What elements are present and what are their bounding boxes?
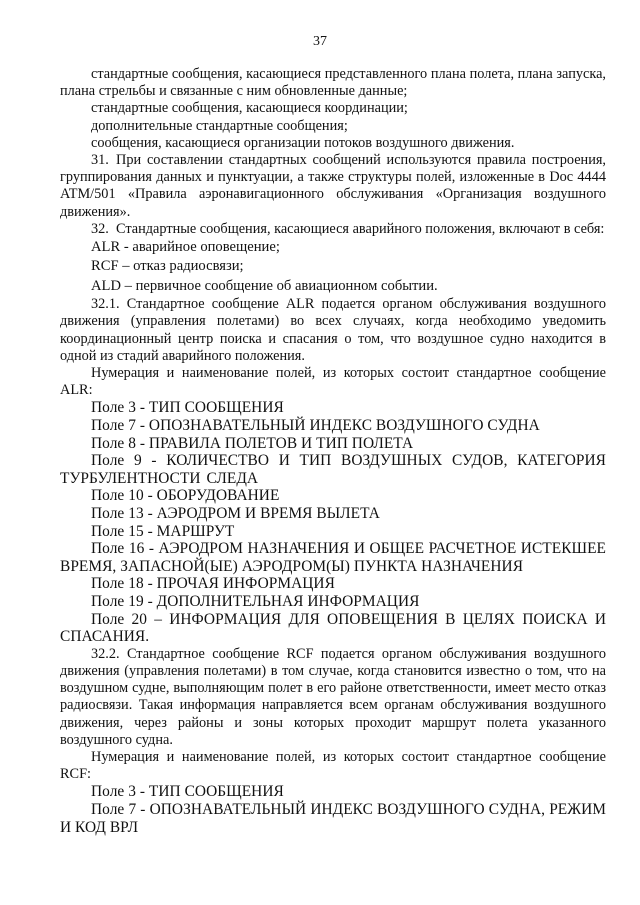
- field-rcf-7: Поле 7 - ОПОЗНАВАТЕЛЬНЫЙ ИНДЕКС ВОЗДУШНОГО СУДНА, РЕЖИМ И КОД ВРЛ: [60, 801, 606, 836]
- field-alr-7: Поле 7 - ОПОЗНАВАТЕЛЬНЫЙ ИНДЕКС ВОЗДУШНОГО СУДНА: [91, 417, 540, 435]
- intro-line-atfm: сообщения, касающиеся организации потоков воздушного движения.: [91, 134, 515, 151]
- intro-line-supplementary: дополнительные стандартные сообщения;: [91, 117, 348, 134]
- field-alr-18: Поле 18 - ПРОЧАЯ ИНФОРМАЦИЯ: [91, 575, 335, 593]
- fields-intro-rcf: Нумерация и наименование полей, из которых состоит стандартное сообщение RCF:: [60, 749, 606, 783]
- field-rcf-3: Поле 3 - ТИП СООБЩЕНИЯ: [91, 783, 284, 801]
- paragraph-31: 31. При составлении стандартных сообщений используются правила построения, группирования данных и пунктуации, а также структуры полей, изложенные в Doc 4444 ATM/501 «Правила аэронавигационного обслуживания «Организация воздушного движения».: [60, 152, 606, 220]
- paragraph-32-2: 32.2. Стандартное сообщение RCF подается органом обслуживания воздушного движения (управления полетами) в том случае, когда становится известно о том, что на воздушном судне, выполняющим полет в его районе ответственности, имеет место отказ радиосвязи. Такая информация направляется всем органам обслуживания воздушного движения, через районы и зоны которых проходит маршрут полета указанного воздушного судна.: [60, 645, 606, 748]
- page-number: 37: [313, 34, 327, 49]
- field-alr-13: Поле 13 - АЭРОДРОМ И ВРЕМЯ ВЫЛЕТА: [91, 505, 380, 523]
- document-body: [60, 66, 606, 836]
- list-item-rcf: RCF – отказ радиосвязи;: [91, 258, 244, 275]
- intro-line-coordination: стандартные сообщения, касающиеся координации;: [91, 100, 408, 117]
- field-alr-3: Поле 3 - ТИП СООБЩЕНИЯ: [91, 399, 284, 417]
- paragraph-32: 32. Стандартные сообщения, касающиеся аварийного положения, включают в себя:: [91, 220, 605, 237]
- list-item-alr: ALR - аварийное оповещение;: [91, 239, 280, 256]
- field-alr-9: Поле 9 - КОЛИЧЕСТВО И ТИП ВОЗДУШНЫХ СУДОВ, КАТЕГОРИЯ ТУРБУЛЕНТНОСТИ СЛЕДА: [60, 452, 606, 487]
- fields-intro-alr: Нумерация и наименование полей, из которых состоит стандартное сообщение ALR:: [60, 365, 606, 399]
- list-item-ald: ALD – первичное сообщение об авиационном событии.: [91, 277, 438, 294]
- field-alr-10: Поле 10 - ОБОРУДОВАНИЕ: [91, 487, 280, 505]
- field-alr-15: Поле 15 - МАРШРУТ: [91, 522, 235, 540]
- field-alr-16: Поле 16 - АЭРОДРОМ НАЗНАЧЕНИЯ И ОБЩЕЕ РАСЧЕТНОЕ ИСТЕКШЕЕ ВРЕМЯ, ЗАПАСНОЙ(ЫЕ) АЭРОДРОМ(Ы) ПУНКТА НАЗНАЧЕНИЯ: [60, 540, 606, 575]
- field-alr-20: Поле 20 – ИНФОРМАЦИЯ ДЛЯ ОПОВЕЩЕНИЯ В ЦЕЛЯХ ПОИСКА И СПАСАНИЯ.: [60, 610, 606, 646]
- field-alr-19: Поле 19 - ДОПОЛНИТЕЛЬНАЯ ИНФОРМАЦИЯ: [91, 593, 420, 610]
- field-alr-8: Поле 8 - ПРАВИЛА ПОЛЕТОВ И ТИП ПОЛЕТА: [91, 434, 414, 452]
- paragraph-32-1: 32.1. Стандартное сообщение ALR подается органом обслуживания воздушного движения (управления полетами) во всех случаях, когда необходимо уведомить координационный центр поиска и спасания о том, что воздушное судно находится в одной из стадий аварийного положения.: [60, 296, 606, 364]
- intro-line-plan-messages: стандартные сообщения, касающиеся представленного плана полета, плана запуска, плана стрельбы и связанные с ним обновленные данные;: [60, 66, 606, 100]
